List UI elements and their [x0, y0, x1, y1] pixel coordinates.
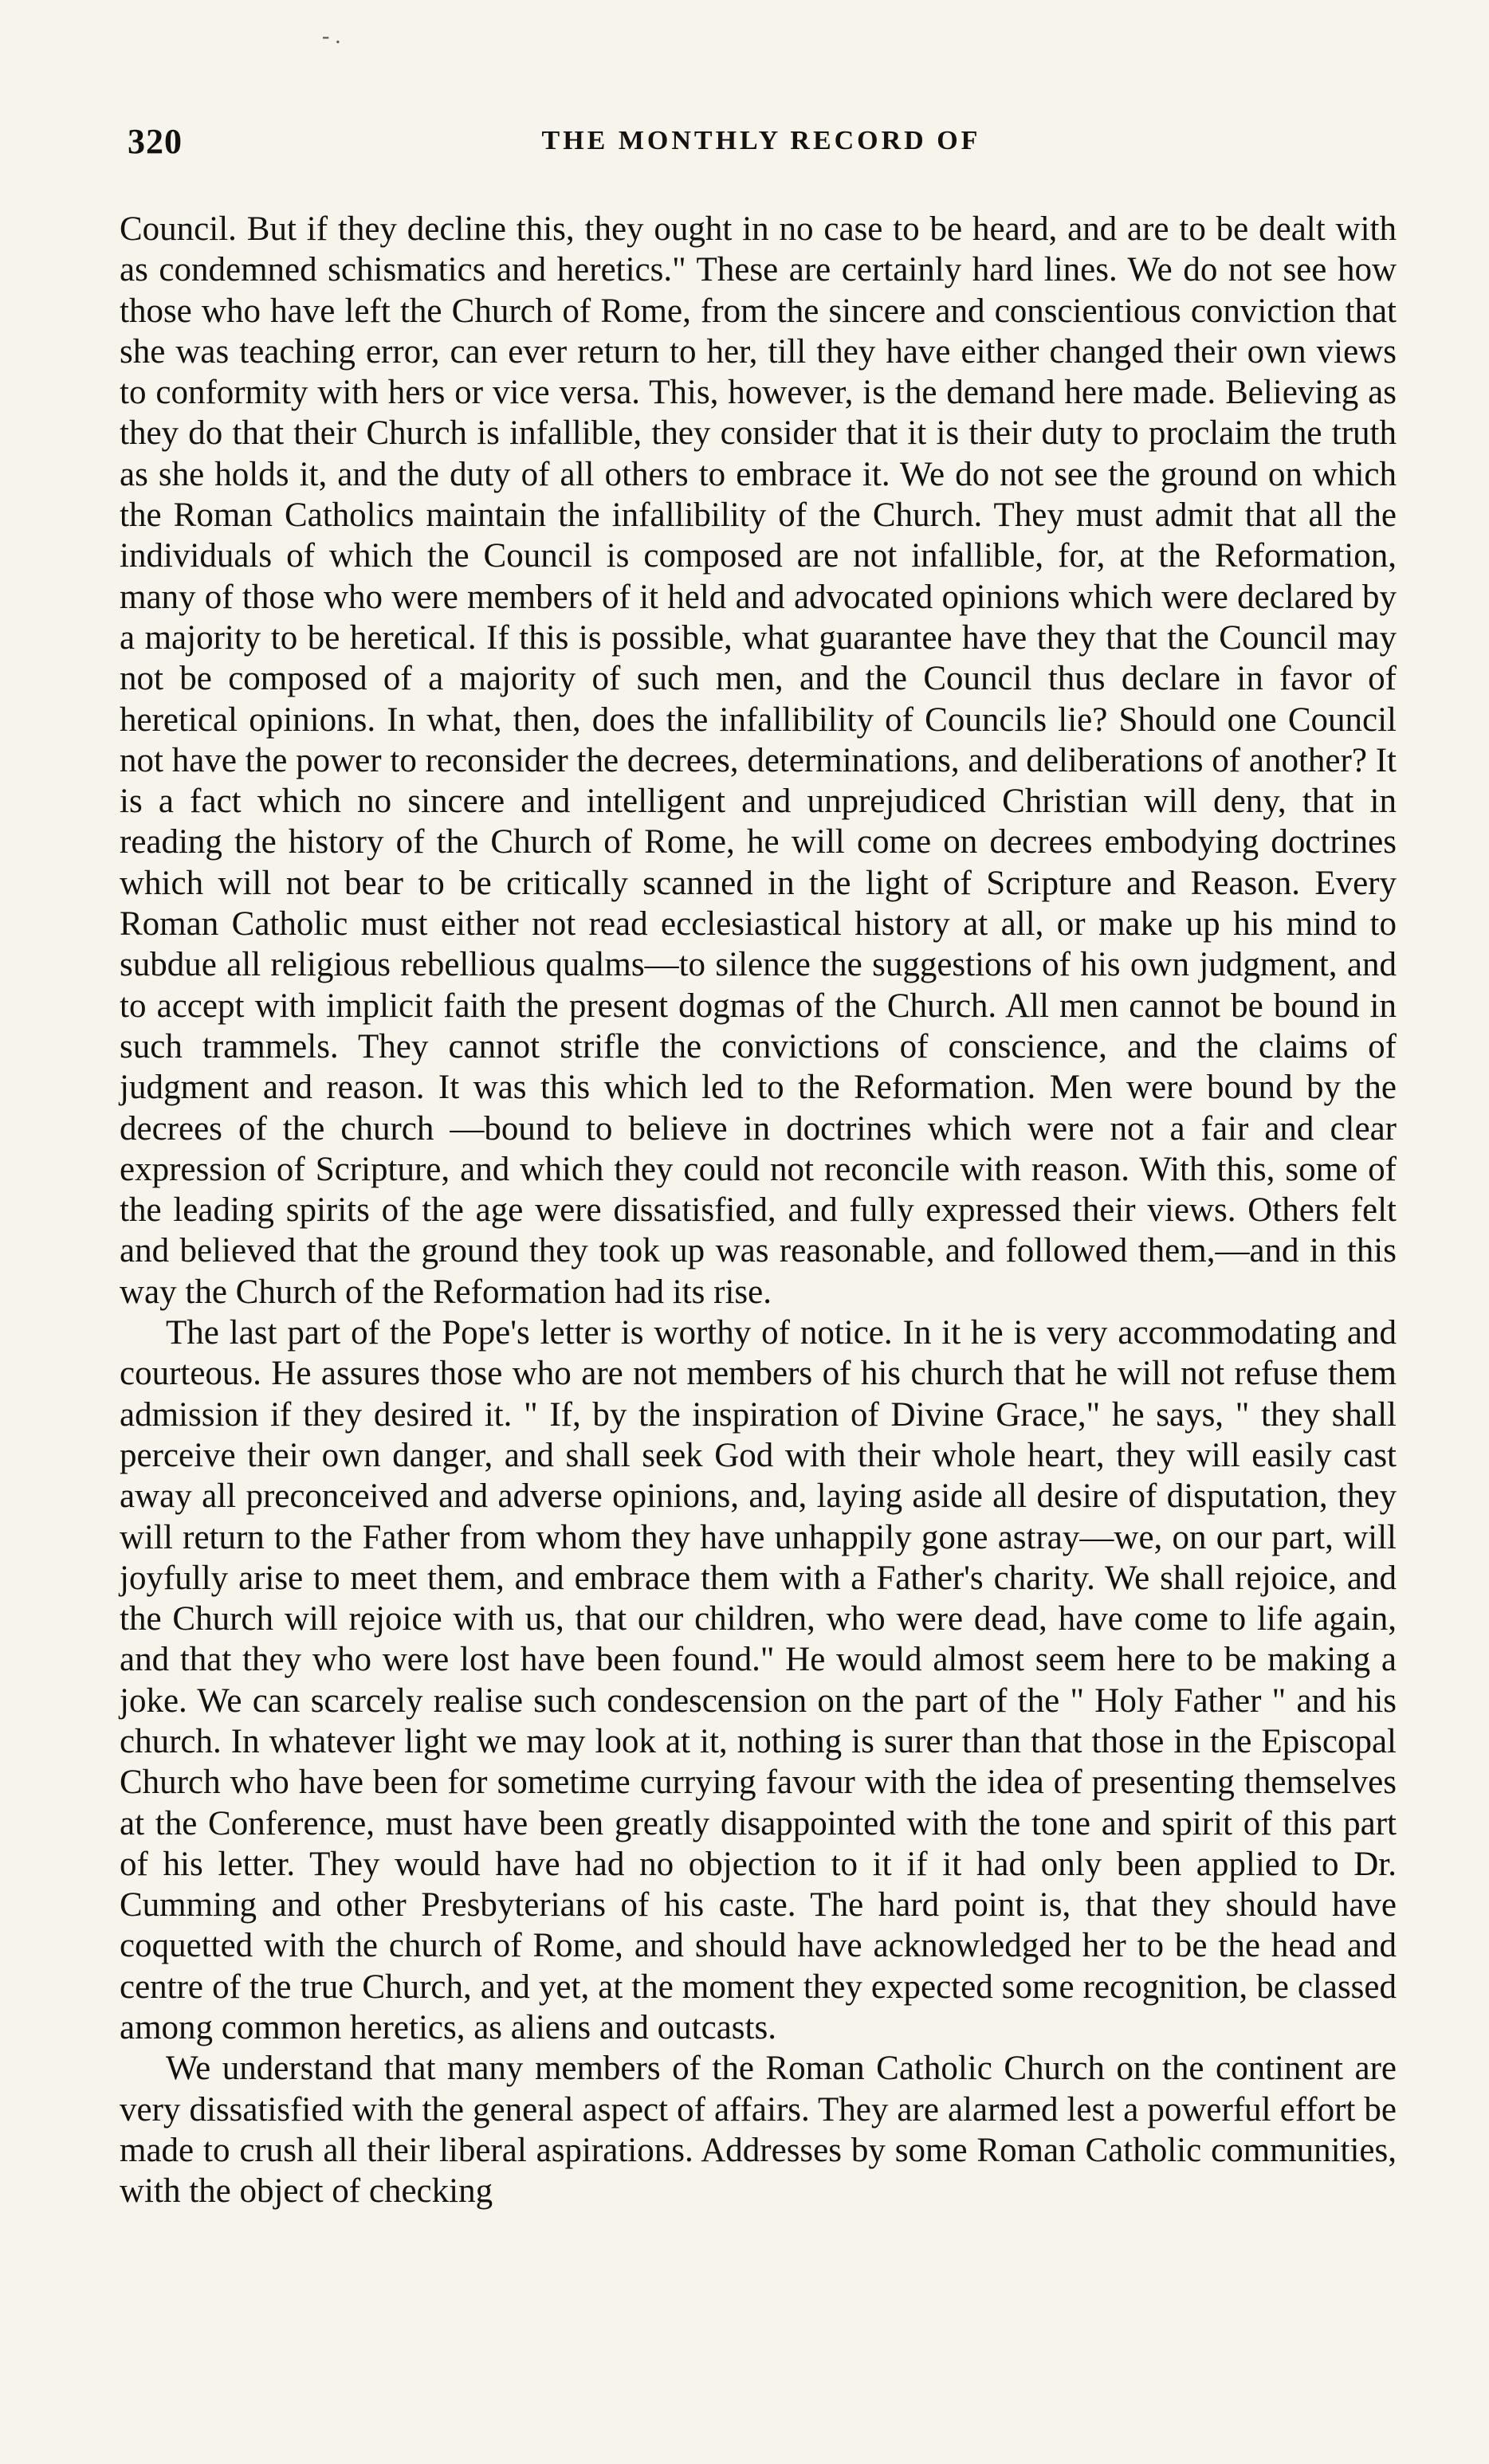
page-header	[128, 121, 1395, 169]
running-title: THE MONTHLY RECORD OF	[541, 126, 981, 155]
page-number: 320	[128, 122, 183, 161]
paragraph-2: The last part of the Pope's letter is worthy of notice. In it he is very accommodating and courteous. He assures those who are not members of his church that he will not refuse them admission if they desired it. " If, by the inspiration of Divine Grace," he says, " they shall perceive their own danger, and shall seek God with their whole heart, they will easily cast away all preconceived and adverse opinions, and, laying aside all desire of disputation, they will return to the Father from whom they have unhappily gone astray—we, on our part, will joyfully arise to meet them, and embrace them with a Father's charity. We shall rejoice, and the Church will rejoice with us, that our children, who were dead, have come to life again, and that they who were lost have been found." He would almost seem here to be making a joke. We can scarcely realise such condescension on the part of the " Holy Father " and his church. In whatever light we may look at it, nothing is surer than that those in the Episcopal Church who have been for sometime currying favour with the idea of presenting themselves at the Conference, must have been greatly disappointed with the tone and spirit of this part of his letter. They would have had no objection to it if it had only been applied to Dr. Cumming and other Presbyterians of his caste. The hard point is, that they should have coquetted with the church of Rome, and should have acknowledged her to be the head and centre of the true Church, and yet, at the moment they expected some recognition, be classed among common heretics, as aliens and outcasts.	[120, 1314, 1397, 2047]
stray-ink-mark: - .	[322, 24, 341, 49]
paragraph-3: We understand that many members of the Roman Catholic Church on the continent are very dissatisfied with the general aspect of affairs. They are alarmed lest a powerful effort be made to crush all their liberal aspirations. Addresses by some Roman Catholic communities, with the object of checking	[120, 2050, 1397, 2211]
article-body	[120, 209, 1397, 2212]
paragraph-1: Council. But if they decline this, they ought in no case to be heard, and are to be dealt with as condemned schismatics and heretics." These are certainly hard lines. We do not see how those who have left the Church of Rome, from the sincere and conscientious conviction that she was teaching error, can ever return to her, till they have either changed their own views to conformity with hers or vice versa. This, however, is the demand here made. Believing as they do that their Church is infallible, they consider that it is their duty to proclaim the truth as she holds it, and the duty of all others to embrace it. We do not see the ground on which the Roman Catholics maintain the infallibility of the Church. They must admit that all the individuals of which the Council is composed are not infallible, for, at the Reformation, many of those who were members of it held and advocated opinions which were declared by a majority to be heretical. If this is possible, what guarantee have they that the Council may not be composed of a majority of such men, and the Council thus declare in favor of heretical opinions. In what, then, does the infallibility of Councils lie? Should one Council not have the power to reconsider the decrees, determinations, and deliberations of another? It is a fact which no sincere and intelligent and unprejudiced Christian will deny, that in reading the history of the Church of Rome, he will come on decrees embodying doctrines which will not bear to be critically scanned in the light of Scripture and Reason. Every Roman Catholic must either not read ecclesiastical history at all, or make up his mind to subdue all religious rebellious qualms—to silence the suggestions of his own judgment, and to accept with implicit faith the present dogmas of the Church. All men cannot be bound in such trammels. They cannot strifle the convictions of conscience, and the claims of judgment and reason. It was this which led to the Reformation. Men were bound by the decrees of the church —bound to believe in doctrines which were not a fair and clear expression of Scripture, and which they could not reconcile with reason. With this, some of the leading spirits of the age were dissatisfied, and fully expressed their views. Others felt and believed that the ground they took up was reasonable, and followed them,—and in this way the Church of the Reformation had its rise.	[120, 210, 1397, 1311]
